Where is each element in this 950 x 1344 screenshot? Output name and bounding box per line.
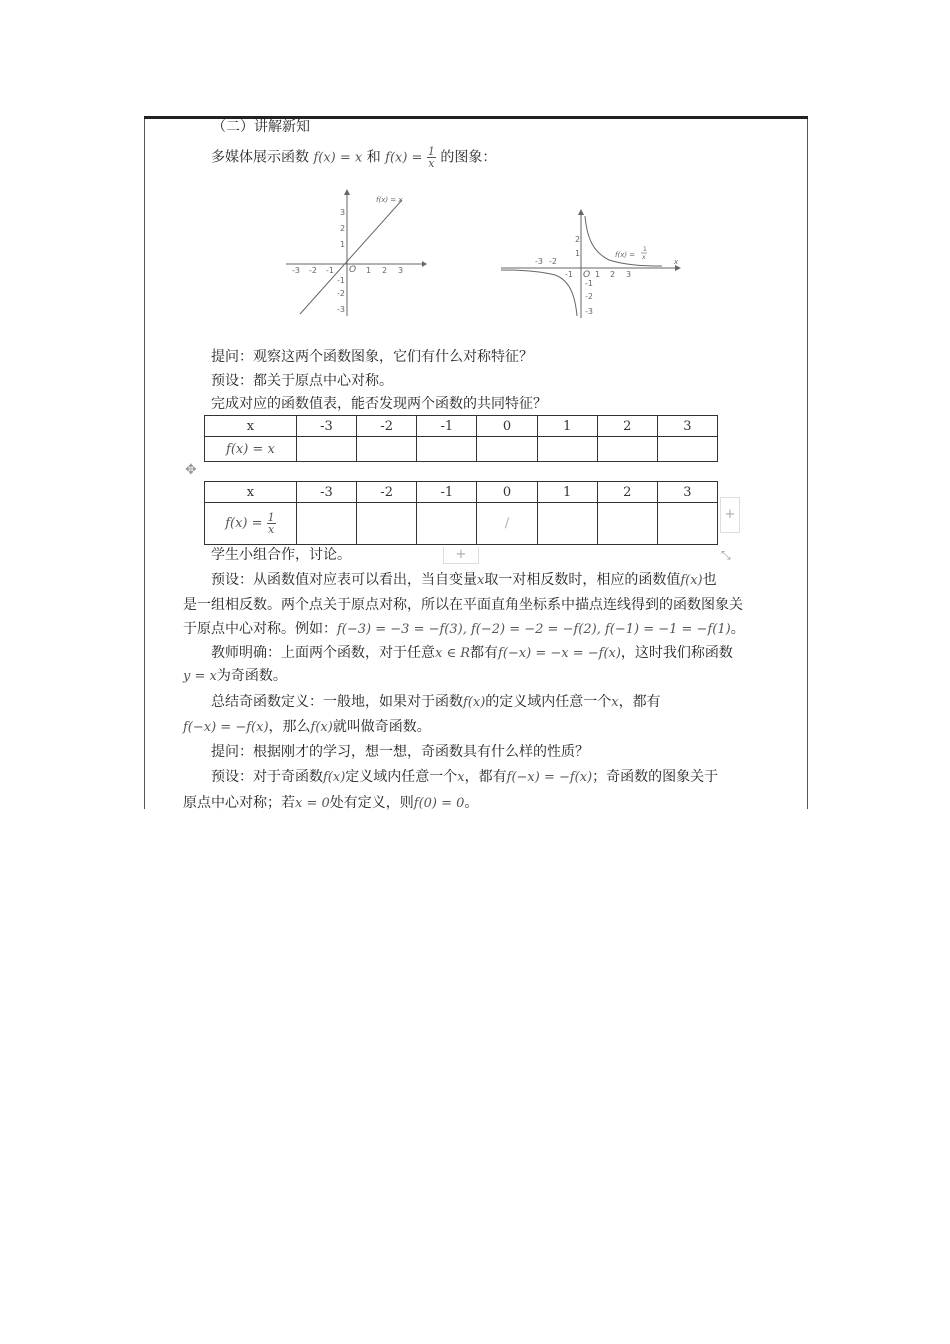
table-cell[interactable]: -2 (357, 482, 417, 503)
answer-1: 预设：都关于原点中心对称。 (211, 373, 393, 389)
table-cell[interactable]: 0 (477, 416, 537, 437)
question-2: 完成对应的函数值表，能否发现两个函数的共同特征？ (211, 396, 547, 412)
preset-last-line-1: 预设：对于奇函数f(x)定义域内任意一个x，都有f(−x) = −f(x)；奇函数的图象关于 (211, 769, 719, 785)
teacher-line-2: y = x为奇函数。 (183, 668, 287, 684)
tick-label: -3 (535, 257, 543, 266)
table-cell[interactable] (296, 437, 356, 462)
table-cell[interactable]: 0 (477, 482, 537, 503)
preset-2-line-2: 是一组相反数。两个点关于原点对称，所以在平面直角坐标系中描点连线得到的函数图象关 (183, 597, 743, 613)
tick-label: 1 (340, 240, 346, 249)
tick-label: 1 (366, 266, 372, 275)
teacher-line-1: 教师明确：上面两个函数，对于任意x ∈ R都有f(−x) = −x = −f(x)，这时我们称函数 (211, 645, 733, 661)
tick-label: -1 (326, 266, 334, 275)
table-cell[interactable] (597, 503, 657, 545)
tick-label: 3 (398, 266, 404, 275)
graph-reciprocal (497, 208, 682, 320)
table-cell[interactable]: 1 (537, 416, 597, 437)
tick-label: -3 (337, 305, 345, 314)
tick-label: 2 (575, 235, 581, 244)
question-1: 提问：观察这两个函数图象，它们有什么对称特征？ (211, 349, 533, 365)
curve-label-num: 1 (643, 246, 647, 253)
tick-label: 1 (595, 270, 601, 279)
preset-2-line-1: 预设：从函数值对应表可以看出，当自变量x取一对相反数时，相应的函数值f(x)也 (211, 572, 717, 588)
table-row (205, 416, 718, 437)
table-cell[interactable] (657, 437, 717, 462)
curve-label-den: x (642, 254, 646, 261)
value-table-linear[interactable] (204, 415, 718, 462)
definition-line-1: 总结奇函数定义：一般地，如果对于函数f(x)的定义域内任意一个x，都有 (211, 694, 661, 710)
table-cell[interactable] (537, 503, 597, 545)
table-cell[interactable]: x (205, 482, 297, 503)
table-row (205, 482, 718, 503)
group-discussion: 学生小组合作，讨论。 (211, 547, 351, 563)
add-row-button[interactable]: + (443, 547, 479, 564)
add-column-button[interactable]: + (720, 497, 740, 533)
intro-line: 多媒体展示函数 f(x) = x 和 f(x) = $\frac{1}{x}$ 的图象： (211, 145, 497, 170)
curve-label: f(x) = (615, 251, 636, 259)
table-cell[interactable] (477, 437, 537, 462)
table-cell[interactable] (296, 503, 356, 545)
table-cell[interactable] (417, 503, 477, 545)
table-cell[interactable]: -1 (417, 482, 477, 503)
tick-label: -1 (565, 270, 573, 279)
table-cell[interactable] (357, 437, 417, 462)
table-cell[interactable]: -3 (296, 482, 356, 503)
table-cell[interactable] (657, 503, 717, 545)
tick-label: -2 (309, 266, 317, 275)
section-title: （二）讲解新知 (212, 119, 310, 135)
table-cell[interactable] (597, 437, 657, 462)
table-cell[interactable]: 1 (537, 482, 597, 503)
tick-label: -1 (585, 279, 593, 288)
definition-line-2: f(−x) = −f(x)，那么f(x)就叫做奇函数。 (183, 719, 431, 735)
preset-last-line-2: 原点中心对称；若x = 0处有定义，则f(0) = 0。 (183, 795, 479, 811)
origin-label: O (349, 265, 357, 275)
tick-label: -3 (292, 266, 300, 275)
tick-label: -2 (337, 289, 345, 298)
preset-2-line-3: 于原点中心对称。例如：f(−3) = −3 = −f(3), f(−2) = −2 = −f(2), f(−1) = −1 = −f(1)。 (183, 621, 745, 637)
table-cell[interactable]: 3 (657, 482, 717, 503)
table-row (205, 503, 718, 545)
table-cell[interactable]: -1 (417, 416, 477, 437)
question-3: 提问：根据刚才的学习，想一想，奇函数具有什么样的性质？ (211, 744, 589, 760)
table-row (205, 437, 718, 462)
origin-label: O (583, 270, 591, 280)
tick-label: 3 (626, 270, 632, 279)
curve-label: f(x) = x (376, 196, 403, 204)
graph-linear (282, 188, 427, 320)
tick-label: 3 (340, 208, 346, 217)
tick-label: 2 (382, 266, 388, 275)
table-cell[interactable]: 2 (597, 482, 657, 503)
tick-label: -3 (585, 307, 593, 316)
tick-label: -2 (549, 257, 557, 266)
table-cell[interactable] (417, 437, 477, 462)
table-resize-handle[interactable]: ⤡ (721, 548, 731, 562)
axis-label: x (674, 258, 679, 266)
table-cell[interactable] (357, 503, 417, 545)
table-cell[interactable]: x (205, 416, 297, 437)
left-border (144, 119, 145, 809)
table-cell[interactable]: f(x) = $\frac{1}{x}$ (205, 503, 297, 545)
table-cell[interactable]: -3 (296, 416, 356, 437)
table-cell[interactable]: 2 (597, 416, 657, 437)
table-cell[interactable] (537, 437, 597, 462)
table-cell[interactable]: -2 (357, 416, 417, 437)
table-move-handle[interactable]: ✥ (185, 462, 197, 478)
table-cell[interactable]: / (477, 503, 537, 545)
right-border (807, 119, 808, 809)
table-cell[interactable]: f(x) = x (205, 437, 297, 462)
tick-label: -2 (585, 292, 593, 301)
tick-label: 2 (610, 270, 616, 279)
tick-label: 2 (340, 224, 346, 233)
tick-label: -1 (337, 276, 345, 285)
tick-label: 1 (575, 249, 581, 258)
value-table-reciprocal[interactable] (204, 481, 718, 545)
table-cell[interactable]: 3 (657, 416, 717, 437)
